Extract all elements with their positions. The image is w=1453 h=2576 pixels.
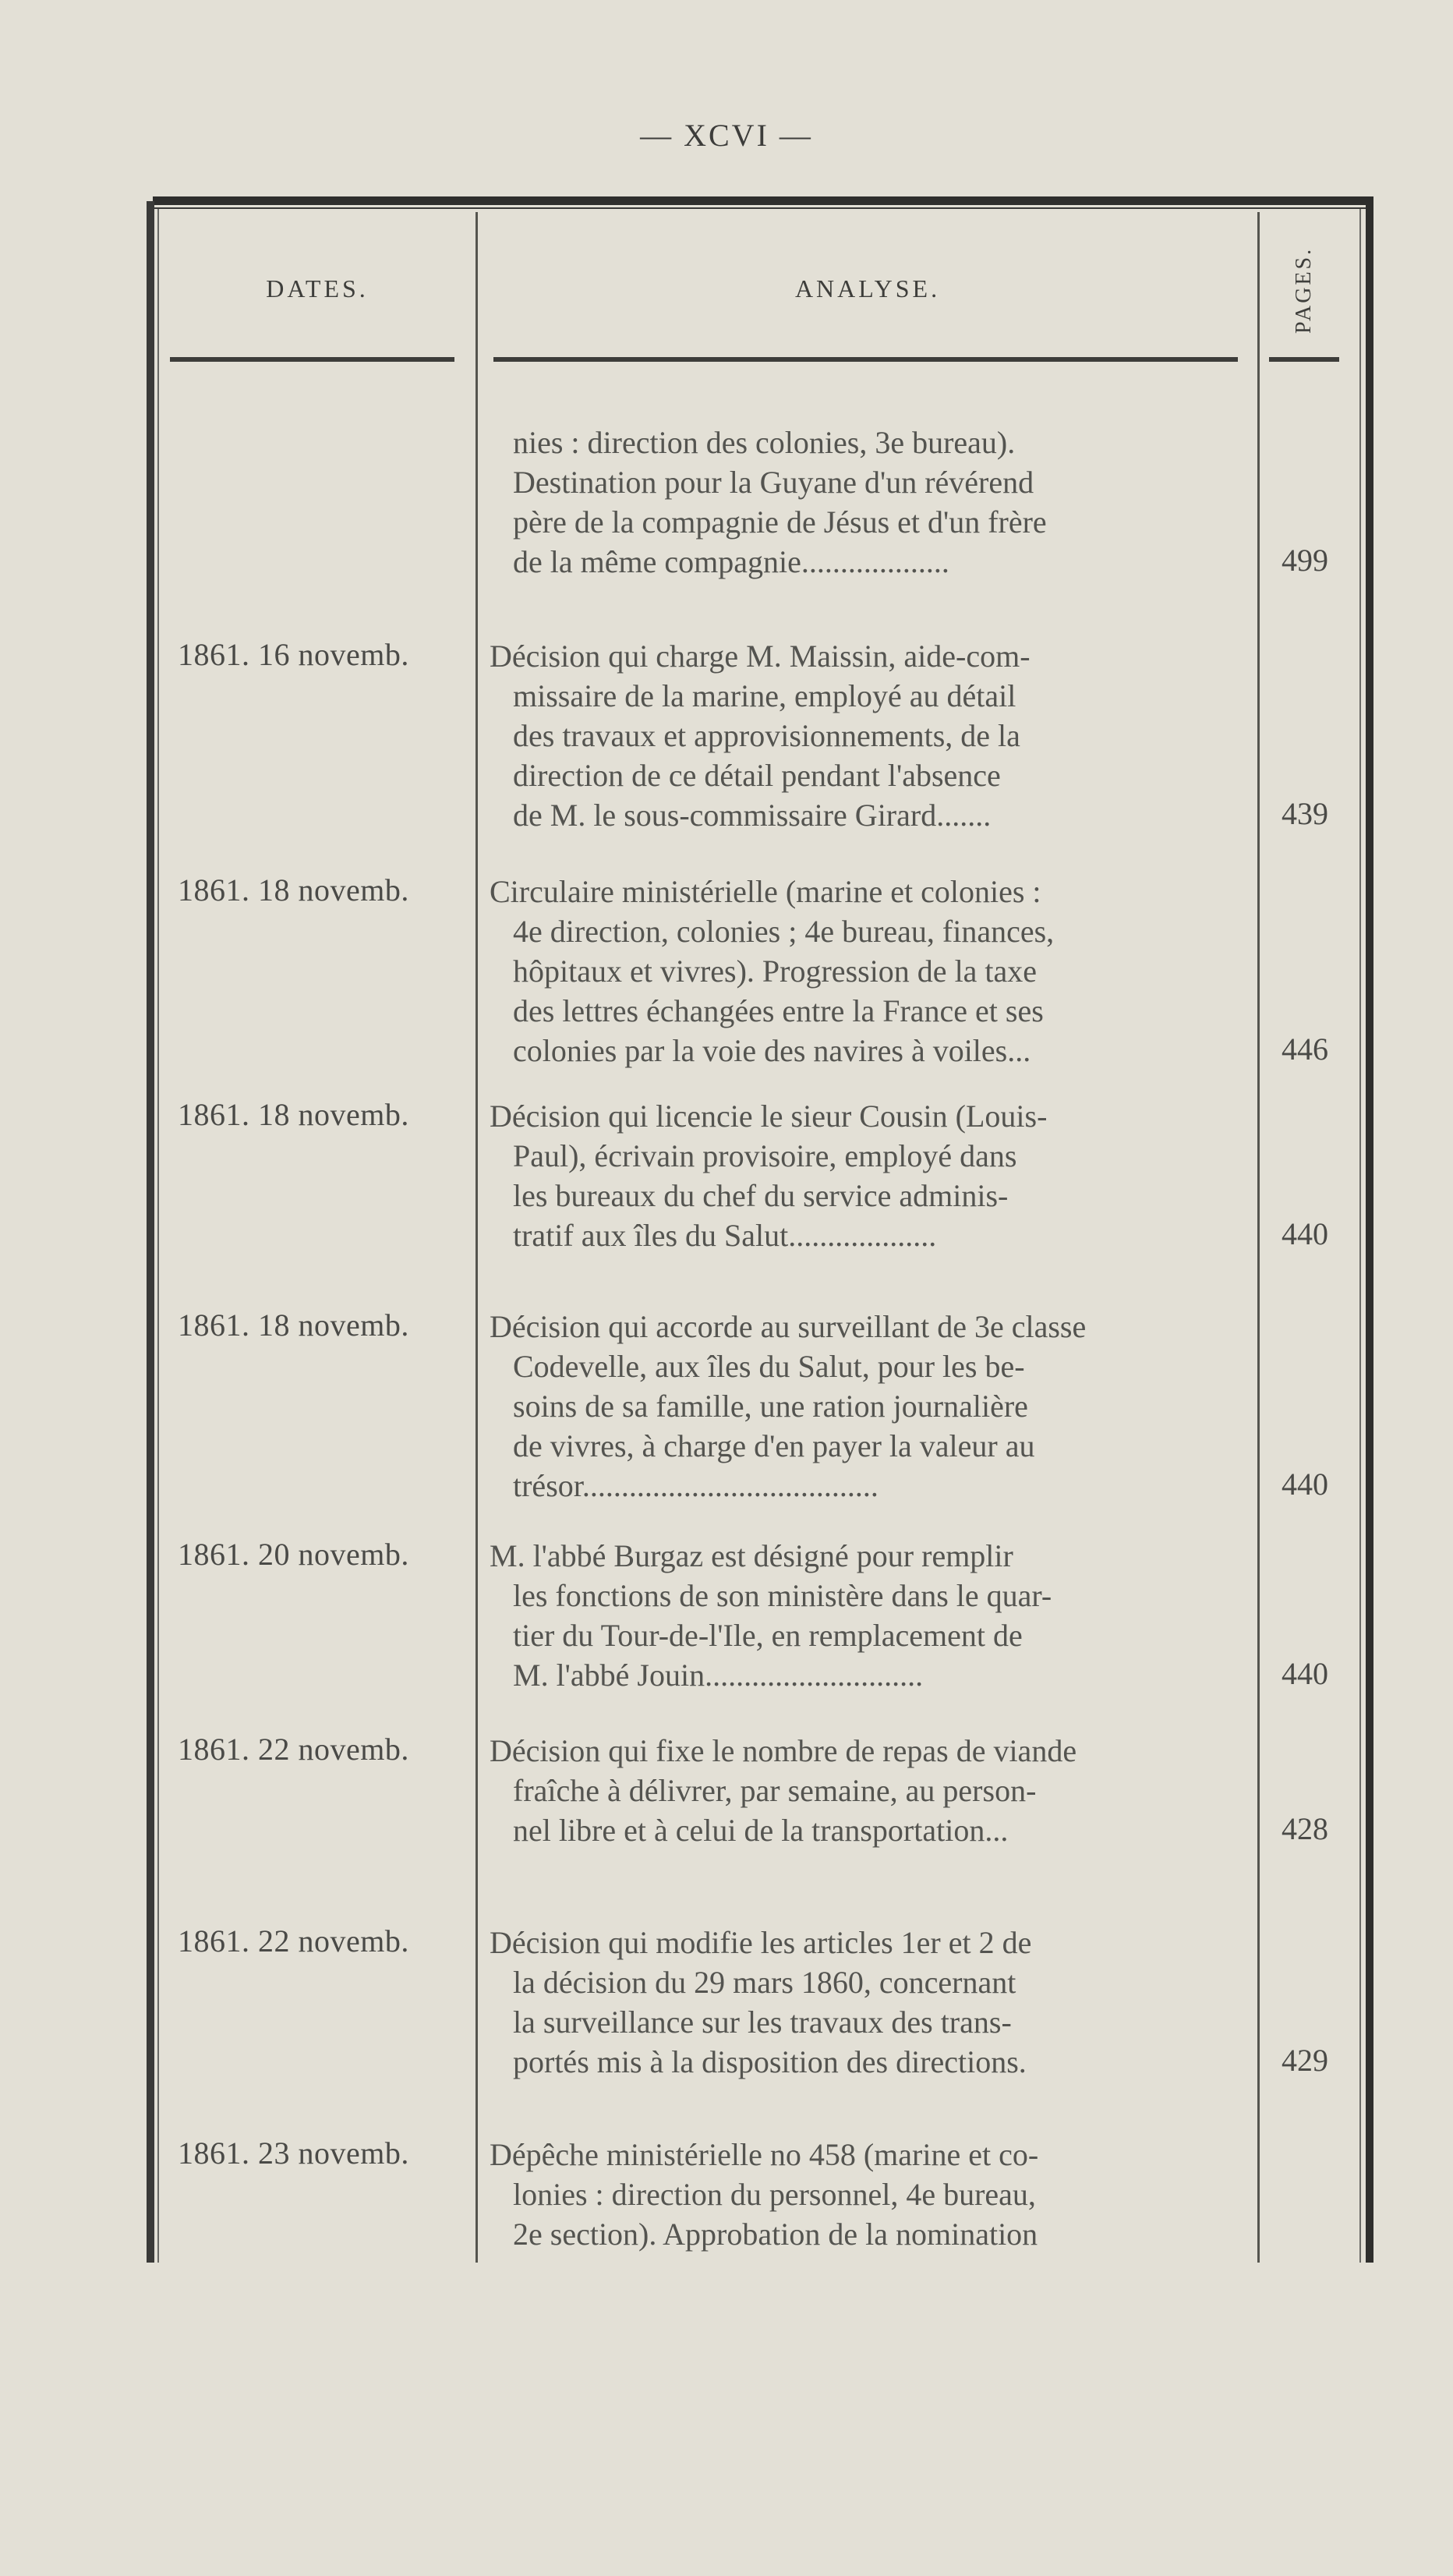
entry-page-reference: 428 [1282, 1811, 1328, 1846]
entry-analysis [490, 1731, 1246, 1850]
table-left-border-thin [157, 209, 159, 2263]
entry-analysis [490, 1923, 1246, 2082]
entry-page-reference: 440 [1282, 1216, 1328, 1251]
entry-analysis [490, 872, 1246, 1070]
analysis-line: Décision qui accorde au surveillant de 3e classe [490, 1309, 1087, 1344]
analysis-line: 2e section). Approbation de la nomination [513, 2217, 1038, 2252]
entry-page-reference: 429 [1282, 2043, 1328, 2078]
entry-date: 1861. 18 novemb. [178, 1097, 409, 1132]
analysis-line: Dépêche ministérielle no 458 (marine et co- [490, 2137, 1039, 2172]
analysis-line: Codevelle, aux îles du Salut, pour les be- [513, 1349, 1025, 1384]
entry-analysis [490, 636, 1246, 835]
entry-date: 1861. 16 novemb. [178, 637, 409, 672]
table-right-border [1366, 196, 1373, 2263]
header-rule-analyse [493, 357, 1238, 362]
page-number: — XCVI — [640, 118, 813, 153]
analysis-line: père de la compagnie de Jésus et d'un frère [513, 504, 1047, 540]
analysis-line: Décision qui charge M. Maissin, aide-com- [490, 639, 1031, 674]
table-top-rule-thin [153, 207, 1367, 209]
analysis-line: des lettres échangées entre la France et ses [513, 993, 1044, 1028]
entry-date: 1861. 20 novemb. [178, 1537, 409, 1572]
entry-page-reference: 446 [1282, 1031, 1328, 1067]
analysis-line: la décision du 29 mars 1860, concernant [513, 1965, 1016, 2000]
analysis-line: soins de sa famille, une ration journalière [513, 1389, 1028, 1424]
table-top-rule [153, 196, 1367, 205]
analysis-line: Décision qui licencie le sieur Cousin (Louis- [490, 1099, 1048, 1134]
analysis-line: de vivres, à charge d'en payer la valeur au [513, 1428, 1035, 1463]
header-rule-dates [170, 357, 454, 362]
entry-analysis [490, 1536, 1246, 1695]
entry-date: 1861. 22 novemb. [178, 1923, 409, 1959]
analysis-line: tier du Tour-de-l'Ile, en remplacement de [513, 1618, 1023, 1653]
chronological-table [147, 196, 1367, 2263]
analysis-line: portés mis à la disposition des directions. [513, 2044, 1027, 2079]
analysis-line: de M. le sous-commissaire Girard....... [513, 798, 992, 833]
table-left-border [147, 201, 154, 2263]
entry-date: 1861. 23 novemb. [178, 2135, 409, 2171]
column-header-dates: DATES. [266, 274, 369, 303]
table-right-border-thin [1359, 209, 1361, 2263]
entry-analysis [490, 423, 1246, 582]
entry-analysis [490, 1096, 1246, 1255]
header-rule-pages [1269, 357, 1339, 362]
analysis-line: trésor...................................... [513, 1468, 879, 1503]
entry-page-reference: 439 [1282, 796, 1328, 831]
analysis-line: colonies par la voie des navires à voiles... [513, 1033, 1031, 1068]
analysis-line: nies : direction des colonies, 3e bureau). [513, 425, 1016, 460]
analysis-line: la surveillance sur les travaux des trans- [513, 2005, 1012, 2040]
entry-analysis [490, 1307, 1246, 1506]
analysis-line: hôpitaux et vivres). Progression de la taxe [513, 954, 1038, 989]
analysis-line: tratif aux îles du Salut................... [513, 1218, 937, 1253]
analysis-line: 4e direction, colonies ; 4e bureau, finances, [513, 914, 1055, 949]
entry-analysis [490, 2135, 1246, 2254]
analysis-line: Décision qui fixe le nombre de repas de viande [490, 1733, 1077, 1768]
analysis-line: Décision qui modifie les articles 1er et 2 de [490, 1925, 1032, 1960]
analysis-line: des travaux et approvisionnements, de la [513, 718, 1020, 753]
analysis-line: de la même compagnie................... [513, 544, 949, 579]
analysis-line: direction de ce détail pendant l'absence [513, 758, 1001, 793]
analysis-line: les bureaux du chef du service adminis- [513, 1178, 1009, 1213]
analysis-line: M. l'abbé Jouin............................ [513, 1658, 924, 1693]
analysis-line: lonies : direction du personnel, 4e bureau, [513, 2177, 1036, 2212]
entry-page-reference: 440 [1282, 1656, 1328, 1691]
column-header-pages: PAGES. [1292, 246, 1316, 334]
analysis-line: Destination pour la Guyane d'un révérend [513, 465, 1034, 500]
entry-date: 1861. 22 novemb. [178, 1732, 409, 1767]
analysis-line: fraîche à délivrer, par semaine, au person- [513, 1773, 1037, 1808]
analysis-line: nel libre et à celui de la transportation... [513, 1813, 1009, 1848]
entry-date: 1861. 18 novemb. [178, 1307, 409, 1343]
analysis-line: Paul), écrivain provisoire, employé dans [513, 1138, 1017, 1173]
analysis-line: missaire de la marine, employé au détail [513, 678, 1016, 713]
entry-page-reference: 499 [1282, 543, 1328, 578]
analysis-line: les fonctions de son ministère dans le quar- [513, 1578, 1052, 1613]
column-header-analyse: ANALYSE. [794, 274, 941, 303]
entry-date: 1861. 18 novemb. [178, 872, 409, 908]
analysis-line: Circulaire ministérielle (marine et colonies : [490, 874, 1041, 909]
analysis-line: M. l'abbé Burgaz est désigné pour remplir [490, 1538, 1013, 1573]
entry-page-reference: 440 [1282, 1467, 1328, 1502]
